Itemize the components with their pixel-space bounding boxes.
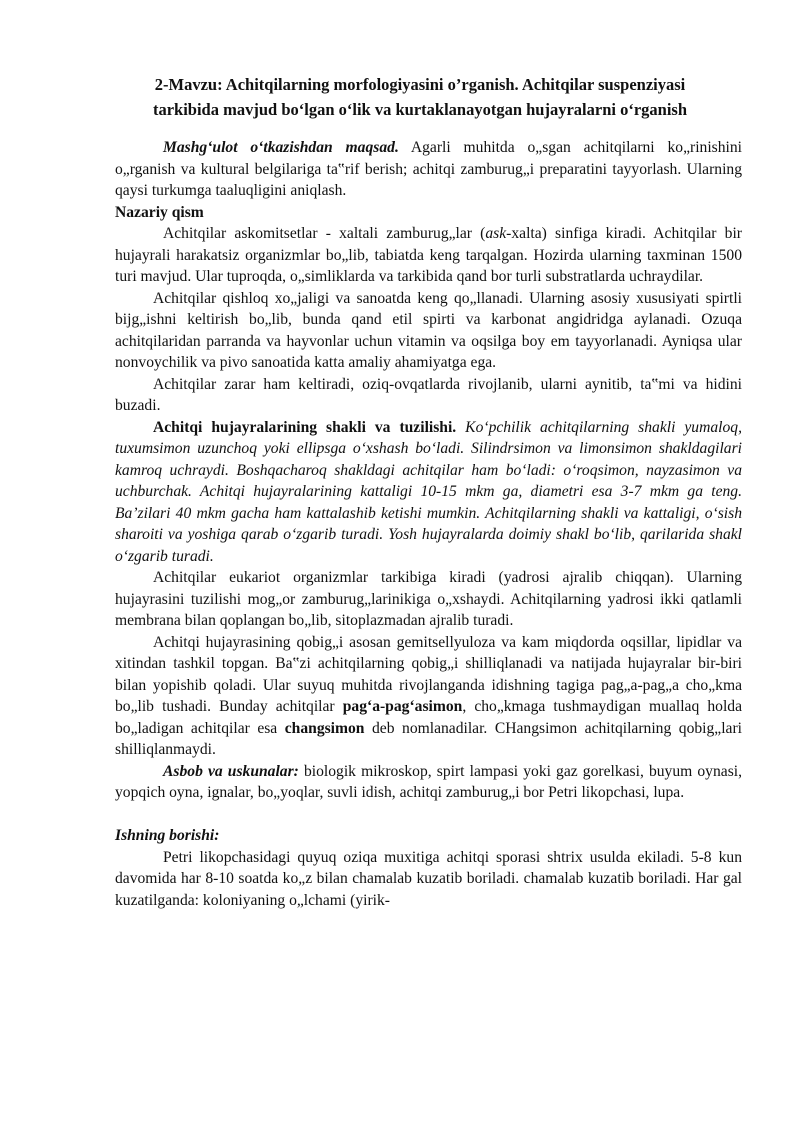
p6-text-a: Achitqi hujayrasining qobig„i asosan gemitsellyuloza va kam miqdorda oqsillar, lipidlar va xitindan tashkil topgan. Ba‟zi achitqilarning qobig„i shilliqlanadi va natijada hujayralar bir-biri bilan yopishib qoladi. Ular suyuq muhitda rivojlanganda idishning tagiga pag„a-pag„a cho„kma bo„lib tushadi. Bunday achitqilar: [115, 633, 742, 715]
page-title: [100, 72, 740, 122]
p6-text-c: deb nomlanadilar. CHangsimon achitqilarning qobig„lari shilliqlanmaydi.: [115, 719, 742, 758]
term-dusty: changsimon: [284, 719, 365, 737]
title-line-2: tarkibida mavjud bo‘lgan o‘lik va kurtaklanayotgan hujayralarni o‘rganish: [152, 100, 688, 119]
theory-heading: Nazariy qism: [115, 203, 204, 221]
paragraph-cell-wall: [115, 632, 742, 761]
paragraph-procedure: Petri likopchasidagi quyuq oziqa muxitiga achitqi sporasi shtrix usulda ekiladi. 5-8 kun davomida har 8-10 soatda ko„z bilan chamalab kuzatib boriladi. chamalab kuzatib boriladi. Har gal kuzatilganda: koloniyaning o„lchami (yirik-: [115, 848, 742, 909]
aim-label: Mashg‘ulot o‘tkazishdan maqsad.: [163, 139, 399, 156]
cell-shape-label: Achitqi hujayralarining shakli va tuzilishi.: [153, 418, 457, 436]
paragraph-yeast-usage: Achitqilar qishloq xo„jaligi va sanoatda keng qo„llanadi. Ularning asosiy xususiyati spirtli bijg„ishni keltirish bo„lib, bunda qand etil spirti va karbonat angidridga aylanadi. Ozuqa achitqilaridan parranda va hayvonlar uchun vitamin va oqsilga boy em tayyorlanadi. Ayniqsa ular nonvoychilik va pivo sanoatida katta amaliy ahamiyatga ega.: [115, 289, 742, 371]
paragraph-yeast-harm: Achitqilar zarar ham keltiradi, oziq-ovqatlarda rivojlanib, ularni aynitib, ta‟mi va hidini buzadi.: [115, 375, 742, 414]
paragraph-yeast-class: [115, 223, 742, 288]
procedure-heading: Ishning borishi:: [115, 827, 220, 844]
cell-shape-text: Ko‘pchilik achitqilarning shakli yumaloq, tuxumsimon uzunchoq yoki ellipsga o‘xshash bo‘ladi. Silindrsimon va limonsimon shakldagilari kamroq uchraydi. Boshqacharoq shakldagi achitqilar ham bo‘ladi: o‘roqsimon, nayzasimon va uchburchak. Achitqi hujayralarining kattaligi 10-15 mkm ga, diametri esa 3-7 mkm ga teng. Ba’zilari 40 mkm gacha ham kattalashib ketishi mumkin. Achitqilarning shakli va kattaligi, o‘sish sharoiti va yoshiga qarab o‘zgarib turadi. Yosh hujayralarda doimiy shakl bo‘lib, qarilarida shakl o‘zgarib turadi.: [115, 418, 742, 565]
paragraph-eukaryote: Achitqilar eukariot organizmlar tarkibiga kiradi (yadrosi ajralib chiqqan). Ularning hujayrasini tuzilishi mog„or zamburug„larinikiga o„xshaydi. Achitqilarning yadrosi ikki qatlamli membrana bilan qoplangan bo„lib, sitoplazmadan ajralib turadi.: [115, 569, 742, 629]
equipment-text: biologik mikroskop, spirt lampasi yoki gaz gorelkasi, buyum oynasi, yopqich oyna, ignalar, bo„yoqlar, suvli idish, achitqi zamburug„i bor Petri likopchasi, lupa.: [115, 762, 743, 801]
equipment-label: Asbob va uskunalar:: [163, 762, 299, 780]
document-body: [115, 137, 742, 911]
p1-ask-term: ask: [485, 225, 507, 242]
p1-text-a: Achitqilar askomitsetlar - xaltali zamburug„lar (: [163, 225, 486, 242]
paragraph-cell-shape: [115, 417, 742, 568]
title-line-1: 2-Mavzu: Achitqilarning morfologiyasini o’rganish. Achitqilar suspenziyasi: [154, 75, 686, 94]
aim-text: Agarli muhitda o„sgan achitqilarni ko„rinishini o„rganish va kultural belgilariga ta‟rif berish; achitqi zamburug„i preparatini tayyorlash. Ularning qaysi turkumga taaluqligini aniqlash.: [115, 139, 742, 199]
term-flocculent: pag‘a-pag‘asimon: [342, 698, 463, 715]
aim-paragraph: [115, 137, 742, 202]
p6-text-b: , cho„kmaga tushmaydigan muallaq holda bo„ladigan achitqilar esa: [115, 698, 742, 737]
p1-text-b: -xalta) sinfiga kiradi. Achitqilar bir hujayrali harakatsiz organizmlar bo„lib, tabiatda keng tarqalgan. Hozirda ularning taxminan 1500 turi mavjud. Ular tuproqda, o„simliklarda va tarkibida qand bor turli substratlarda uchraydilar.: [115, 225, 742, 285]
equipment-paragraph: [115, 761, 742, 804]
